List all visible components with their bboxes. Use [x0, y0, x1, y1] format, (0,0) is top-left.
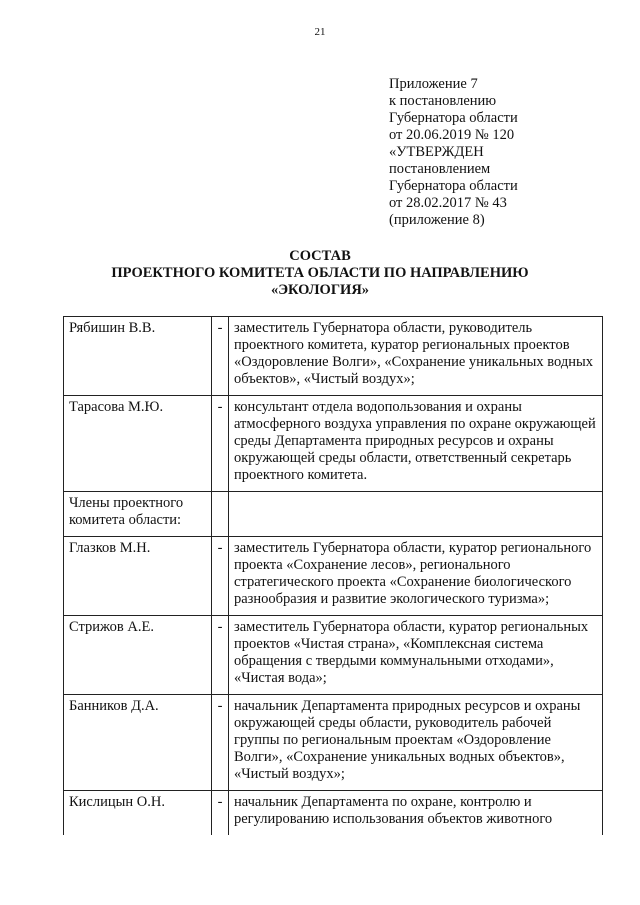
member-name: Кислицын О.Н. [64, 791, 212, 836]
table-row [64, 791, 603, 836]
appendix-line: от 28.02.2017 № 43 [389, 195, 507, 211]
dash-cell: - [212, 695, 229, 791]
appendix-line: к постановлению [389, 93, 497, 109]
appendix-line: постановлением [389, 161, 491, 177]
dash-cell: - [212, 317, 229, 396]
appendix-line: (приложение 8) [389, 212, 485, 228]
member-name: Рябишин В.В. [64, 317, 212, 396]
member-role: начальник Департамента по охране, контролю и регулированию использования объектов животного [229, 791, 603, 836]
member-name: Стрижов А.Е. [64, 616, 212, 695]
member-role: заместитель Губернатора области, руководитель проектного комитета, куратор региональных проектов «Оздоровление Волги», «Сохранение уникальных водных объектов», «Чистый воздух»; [229, 317, 603, 396]
page-number: 21 [314, 26, 326, 38]
member-role [229, 492, 603, 537]
appendix-line: Губернатора области [389, 110, 518, 126]
document-title [0, 248, 640, 299]
appendix-line: Губернатора области [389, 178, 518, 194]
appendix-block [389, 76, 518, 229]
table-row [64, 317, 603, 396]
member-role: заместитель Губернатора области, куратор регионального проекта «Сохранение лесов», регионального стратегического проекта «Сохранение биологического разнообразия и развитие экологического туризма»; [229, 537, 603, 616]
table-row [64, 492, 603, 537]
section-label: Члены проектного комитета области: [64, 492, 212, 537]
title-line: ПРОЕКТНОГО КОМИТЕТА ОБЛАСТИ ПО НАПРАВЛЕНИЮ [111, 265, 529, 281]
title-line: «ЭКОЛОГИЯ» [270, 282, 370, 298]
member-role: консультант отдела водопользования и охраны атмосферного воздуха управления по охране окружающей среды Департамента природных ресурсов и охраны окружающей среды области, ответственный секретарь проектного комитета. [229, 396, 603, 492]
table-row [64, 537, 603, 616]
table-row [64, 396, 603, 492]
title-line: СОСТАВ [289, 248, 351, 264]
appendix-line: «УТВЕРЖДЕН [389, 144, 484, 160]
member-role: начальник Департамента природных ресурсов и охраны окружающей среды области, руководитель рабочей группы по региональным проектам «Оздоровление Волги», «Сохранение уникальных водных объектов», «Чистый воздух»; [229, 695, 603, 791]
dash-cell: - [212, 616, 229, 695]
dash-cell: - [212, 791, 229, 836]
committee-table [63, 316, 603, 835]
member-name: Глазков М.Н. [64, 537, 212, 616]
table-row [64, 616, 603, 695]
appendix-line: Приложение 7 [389, 76, 478, 92]
dash-cell [212, 492, 229, 537]
dash-cell: - [212, 537, 229, 616]
member-name: Банников Д.А. [64, 695, 212, 791]
dash-cell: - [212, 396, 229, 492]
member-name: Тарасова М.Ю. [64, 396, 212, 492]
table-row [64, 695, 603, 791]
appendix-line: от 20.06.2019 № 120 [389, 127, 515, 143]
member-role: заместитель Губернатора области, куратор региональных проектов «Чистая страна», «Комплексная система обращения с твердыми коммунальными отходами», «Чистая вода»; [229, 616, 603, 695]
